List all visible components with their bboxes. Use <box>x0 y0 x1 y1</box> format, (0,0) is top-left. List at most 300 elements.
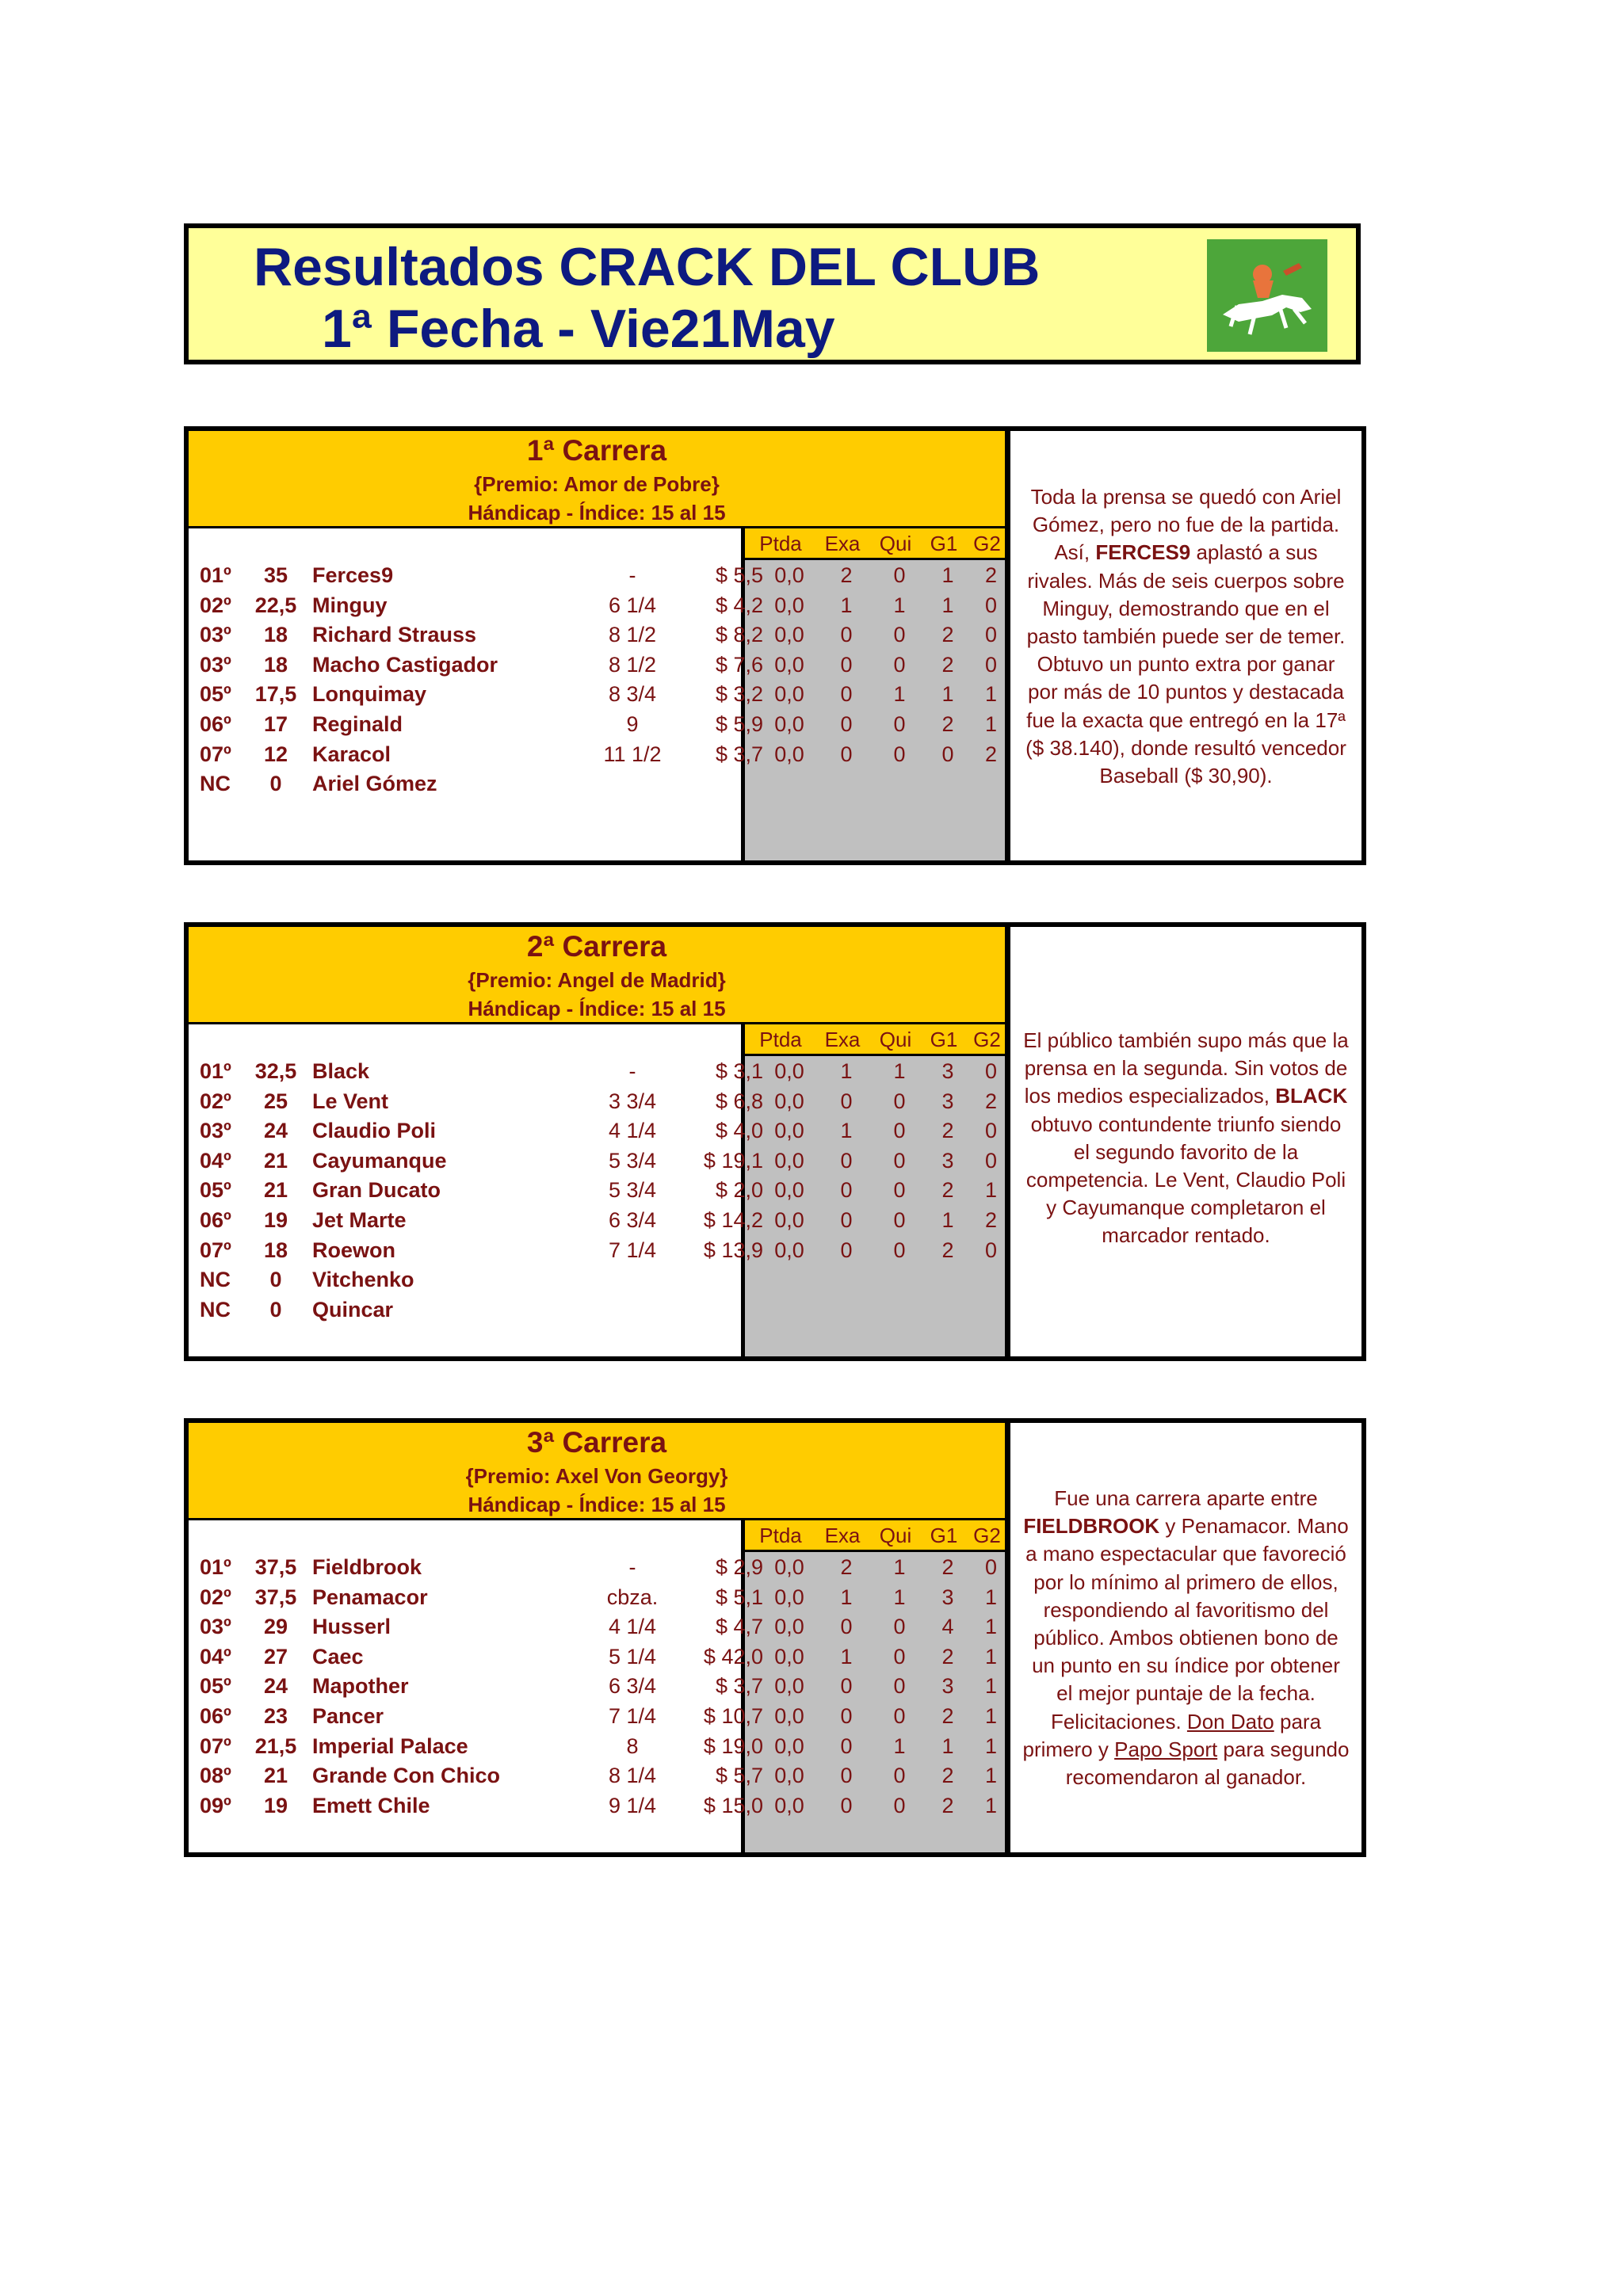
race-header-bar <box>189 1423 1005 1518</box>
comment-line: a mano espectacular que favoreció <box>1025 1542 1346 1566</box>
col-g1: G1 <box>930 1524 958 1547</box>
horse-name: Caec <box>312 1644 364 1669</box>
g1-value: 4 <box>941 1615 954 1639</box>
qui-value: 0 <box>893 1119 906 1143</box>
g1-value: 2 <box>941 652 954 677</box>
exa-value: 0 <box>840 1148 853 1173</box>
exa-value: 1 <box>840 593 853 617</box>
g2-value: 1 <box>984 1674 998 1699</box>
exa-value: 0 <box>840 1674 853 1699</box>
g2-value: 0 <box>984 1059 998 1083</box>
qui-value: 0 <box>893 1208 906 1232</box>
table-row <box>189 1642 1005 1672</box>
comment-line: obtuvo contundente triunfo siendo <box>1030 1112 1342 1136</box>
table-row <box>189 1056 1005 1086</box>
horse-name: Roewon <box>312 1238 395 1262</box>
exa-value: 0 <box>840 623 853 647</box>
rating: 12 <box>263 742 288 766</box>
table-row <box>189 1175 1005 1205</box>
ptda-value: 0,0 <box>774 1674 804 1699</box>
distance: - <box>628 1059 636 1083</box>
exa-value: 0 <box>840 1704 853 1728</box>
table-row <box>189 1552 1005 1582</box>
g2-value: 0 <box>984 1148 998 1173</box>
page-subtitle: 1ª Fecha - Vie21May <box>322 299 835 359</box>
rating: 18 <box>263 652 288 677</box>
position: NC <box>200 772 231 796</box>
qui-value: 1 <box>893 1555 906 1579</box>
table-row <box>189 769 1005 799</box>
position: 04º <box>200 1644 231 1669</box>
ptda-value: 0,0 <box>774 1793 804 1817</box>
exa-value: 0 <box>840 1238 853 1262</box>
tipster-link[interactable]: Don Dato <box>1186 1709 1274 1733</box>
horse-name: Mapother <box>312 1674 409 1699</box>
horse-name: Macho Castigador <box>312 652 498 677</box>
table-row <box>189 1760 1005 1791</box>
race-results-panel <box>184 426 1010 865</box>
horse-name: Pancer <box>312 1704 384 1728</box>
comment-line: marcador rentado. <box>1102 1223 1270 1248</box>
position: 06º <box>200 712 231 736</box>
winner-name: FERCES9 <box>1095 540 1191 565</box>
table-row <box>189 1146 1005 1176</box>
position: 07º <box>200 742 231 766</box>
g2-value: 1 <box>984 1585 998 1609</box>
distance: 6 1/4 <box>608 593 657 617</box>
exa-value: 0 <box>840 1733 853 1758</box>
comment-text: Felicitaciones. <box>1050 1709 1187 1733</box>
rating: 27 <box>263 1644 288 1669</box>
g1-value: 2 <box>941 623 954 647</box>
g1-value: 2 <box>941 712 954 736</box>
rating: 0 <box>269 1268 282 1292</box>
qui-value: 0 <box>893 1704 906 1728</box>
col-exa: Exa <box>824 1524 861 1547</box>
race-comment <box>1014 483 1358 790</box>
race-header-bar <box>189 431 1005 526</box>
qui-value: 1 <box>893 1585 906 1609</box>
position: 05º <box>200 1674 231 1699</box>
horse-name: Claudio Poli <box>312 1119 437 1143</box>
comment-line: prensa en la segunda. Sin votos de <box>1024 1056 1348 1081</box>
g1-value: 2 <box>941 1555 954 1579</box>
ptda-value: 0,0 <box>774 1059 804 1083</box>
g2-value: 1 <box>984 1733 998 1758</box>
position: 08º <box>200 1764 231 1788</box>
col-g2: G2 <box>973 1524 1001 1547</box>
col-g2: G2 <box>973 1028 1001 1051</box>
comment-line: Fue una carrera aparte entre <box>1054 1486 1318 1510</box>
race-title: 3ª Carrera <box>526 1426 667 1459</box>
dividend: $ 42,0 <box>703 1644 763 1669</box>
table-row <box>189 1205 1005 1235</box>
qui-value: 0 <box>893 1793 906 1817</box>
race-section-3 <box>184 1418 1366 1857</box>
g2-value: 1 <box>984 682 998 707</box>
qui-value: 1 <box>893 1059 906 1083</box>
table-row <box>189 1116 1005 1146</box>
dividend: $ 4,7 <box>715 1615 763 1639</box>
rating: 25 <box>263 1089 288 1113</box>
comment-text: los medios especializados, <box>1024 1084 1276 1108</box>
position: 06º <box>200 1704 231 1728</box>
table-row <box>189 1086 1005 1116</box>
comment-line: Toda la prensa se quedó con Ariel <box>1030 485 1342 509</box>
comment-line: Gómez, pero no fue de la partida. <box>1032 513 1340 537</box>
position: 05º <box>200 682 231 707</box>
rating: 24 <box>263 1119 288 1143</box>
distance: 6 3/4 <box>608 1674 657 1699</box>
header-banner <box>184 223 1361 364</box>
dividend: $ 13,9 <box>703 1238 763 1262</box>
table-row <box>189 620 1005 650</box>
distance: 5 1/4 <box>608 1644 657 1669</box>
g1-value: 3 <box>941 1148 954 1173</box>
position: 03º <box>200 623 231 647</box>
rating: 21 <box>263 1148 288 1173</box>
g2-value: 1 <box>984 1615 998 1639</box>
distance: 6 3/4 <box>608 1208 657 1232</box>
exa-value: 0 <box>840 652 853 677</box>
horse-name: Black <box>312 1059 370 1083</box>
comment-line: respondiendo al favoritismo del <box>1043 1597 1329 1622</box>
distance: 8 1/4 <box>608 1764 657 1788</box>
dividend: $ 4,0 <box>715 1119 763 1143</box>
col-exa: Exa <box>824 532 861 555</box>
dividend: $ 5,9 <box>715 712 763 736</box>
distance: 8 <box>626 1733 639 1758</box>
comment-line: público. Ambos obtienen bono de <box>1033 1626 1338 1650</box>
position: 02º <box>200 1585 231 1609</box>
qui-value: 0 <box>893 742 906 766</box>
dividend: $ 3,2 <box>715 682 763 707</box>
position: 06º <box>200 1208 231 1232</box>
distance: - <box>628 1555 636 1579</box>
rating: 37,5 <box>254 1585 297 1609</box>
rating: 35 <box>263 563 288 587</box>
tipster-link[interactable]: Papo Sport <box>1114 1737 1218 1761</box>
position: 03º <box>200 1615 231 1639</box>
table-row <box>189 1235 1005 1265</box>
exa-value: 0 <box>840 1089 853 1113</box>
ptda-value: 0,0 <box>774 1704 804 1728</box>
distance: 7 1/4 <box>608 1238 657 1262</box>
col-ptda: Ptda <box>759 1028 802 1051</box>
col-g1: G1 <box>930 1028 958 1051</box>
race-comment <box>1014 1027 1358 1250</box>
rating: 23 <box>263 1704 288 1728</box>
qui-value: 0 <box>893 563 906 587</box>
ptda-value: 0,0 <box>774 563 804 587</box>
race-comment <box>1014 1485 1358 1791</box>
dividend: $ 5,5 <box>715 563 763 587</box>
dividend: $ 10,7 <box>703 1704 763 1728</box>
exa-value: 0 <box>840 1615 853 1639</box>
exa-value: 1 <box>840 1059 853 1083</box>
distance: 8 1/2 <box>608 652 657 677</box>
ptda-value: 0,0 <box>774 1644 804 1669</box>
winner-name: FIELDBROOK <box>1023 1514 1160 1539</box>
stats-header <box>745 1520 1005 1552</box>
g1-value: 3 <box>941 1059 954 1083</box>
race-title: 1ª Carrera <box>526 434 667 467</box>
distance: 4 1/4 <box>608 1615 657 1639</box>
distance: cbza. <box>606 1585 659 1609</box>
distance: 5 3/4 <box>608 1178 657 1203</box>
comment-line: rivales. Más de seis cuerpos sobre <box>1027 568 1345 593</box>
g1-value: 2 <box>941 1119 954 1143</box>
table-row <box>189 1701 1005 1731</box>
horse-name: Vitchenko <box>312 1268 414 1292</box>
horse-name: Lonquimay <box>312 682 427 707</box>
col-qui: Qui <box>879 1028 912 1051</box>
exa-value: 0 <box>840 682 853 707</box>
distance: 7 1/4 <box>608 1704 657 1728</box>
dividend: $ 5,7 <box>715 1764 763 1788</box>
col-ptda: Ptda <box>759 1524 802 1547</box>
qui-value: 0 <box>893 1148 906 1173</box>
page-title: Resultados CRACK DEL CLUB <box>254 237 1041 297</box>
comment-text: para segundo <box>1217 1737 1350 1761</box>
comment-text: primero y <box>1022 1737 1115 1761</box>
exa-value: 0 <box>840 1178 853 1203</box>
g2-value: 0 <box>984 652 998 677</box>
g1-value: 2 <box>941 1793 954 1817</box>
horse-name: Cayumanque <box>312 1148 447 1173</box>
g1-value: 1 <box>941 593 954 617</box>
rating: 0 <box>269 1297 282 1322</box>
race-handicap: Hándicap - Índice: 15 al 15 <box>468 501 726 524</box>
horse-name: Le Vent <box>312 1089 389 1113</box>
distance: - <box>628 563 636 587</box>
comment-line: fue la exacta que entregó en la 17ª <box>1026 707 1346 732</box>
g1-value: 2 <box>941 1178 954 1203</box>
position: 05º <box>200 1178 231 1203</box>
g2-value: 0 <box>984 593 998 617</box>
g2-value: 0 <box>984 623 998 647</box>
exa-value: 0 <box>840 712 853 736</box>
rating: 0 <box>269 772 282 796</box>
horse-name: Richard Strauss <box>312 623 477 647</box>
exa-value: 2 <box>840 1555 853 1579</box>
col-g1: G1 <box>930 532 958 555</box>
ptda-value: 0,0 <box>774 623 804 647</box>
g2-value: 1 <box>984 1178 998 1203</box>
table-row <box>189 590 1005 620</box>
horse-name: Penamacor <box>312 1585 428 1609</box>
table-row <box>189 650 1005 680</box>
dividend: $ 8,2 <box>715 623 763 647</box>
winner-name: BLACK <box>1275 1084 1348 1108</box>
distance: 5 3/4 <box>608 1148 657 1173</box>
distance: 9 1/4 <box>608 1793 657 1817</box>
rating: 32,5 <box>254 1059 297 1083</box>
comment-line: por más de 10 puntos y destacada <box>1028 680 1344 704</box>
g1-value: 1 <box>941 1208 954 1232</box>
comment-text: aplastó a sus <box>1190 540 1318 565</box>
race-comment-panel <box>1006 922 1366 1361</box>
race-results-panel <box>184 922 1010 1361</box>
distance: 4 1/4 <box>608 1119 657 1143</box>
comment-line <box>1014 1082 1358 1110</box>
qui-value: 1 <box>893 593 906 617</box>
race-results-panel <box>184 1418 1010 1857</box>
position: 03º <box>200 1119 231 1143</box>
rating: 18 <box>263 1238 288 1262</box>
g1-value: 2 <box>941 1238 954 1262</box>
g2-value: 0 <box>984 1119 998 1143</box>
table-row <box>189 1582 1005 1612</box>
col-g2: G2 <box>973 532 1001 555</box>
ptda-value: 0,0 <box>774 1208 804 1232</box>
g1-value: 1 <box>941 563 954 587</box>
table-row <box>189 1295 1005 1325</box>
distance: 9 <box>626 712 639 736</box>
comment-line: El público también supo más que la <box>1023 1028 1349 1052</box>
position: 01º <box>200 1555 231 1579</box>
horse-name: Grande Con Chico <box>312 1764 501 1788</box>
ptda-value: 0,0 <box>774 1585 804 1609</box>
comment-text: y Penamacor. Mano <box>1159 1514 1349 1539</box>
rating: 21 <box>263 1178 288 1203</box>
comment-text: Así, <box>1054 540 1096 565</box>
rating: 17 <box>263 712 288 736</box>
position: 01º <box>200 563 231 587</box>
rating: 37,5 <box>254 1555 297 1579</box>
qui-value: 0 <box>893 652 906 677</box>
dividend: $ 5,1 <box>715 1585 763 1609</box>
g1-value: 3 <box>941 1674 954 1699</box>
horse-name: Reginald <box>312 712 403 736</box>
g2-value: 2 <box>984 1208 998 1232</box>
g1-value: 2 <box>941 1644 954 1669</box>
position: 04º <box>200 1148 231 1173</box>
horse-name: Karacol <box>312 742 391 766</box>
horse-name: Ferces9 <box>312 563 394 587</box>
horse-name: Gran Ducato <box>312 1178 441 1203</box>
horse-name: Jet Marte <box>312 1208 407 1232</box>
g2-value: 1 <box>984 1704 998 1728</box>
comment-line <box>1014 539 1358 566</box>
qui-value: 0 <box>893 1615 906 1639</box>
ptda-value: 0,0 <box>774 1119 804 1143</box>
ptda-value: 0,0 <box>774 682 804 707</box>
distance: 11 1/2 <box>603 742 662 766</box>
table-row <box>189 560 1005 590</box>
rating: 24 <box>263 1674 288 1699</box>
rating: 21,5 <box>254 1733 297 1758</box>
exa-value: 0 <box>840 1764 853 1788</box>
exa-value: 0 <box>840 1208 853 1232</box>
race-header-bar <box>189 927 1005 1022</box>
ptda-value: 0,0 <box>774 593 804 617</box>
position: 09º <box>200 1793 231 1817</box>
ptda-value: 0,0 <box>774 1178 804 1203</box>
rating: 18 <box>263 623 288 647</box>
ptda-value: 0,0 <box>774 652 804 677</box>
position: 02º <box>200 593 231 617</box>
qui-value: 0 <box>893 623 906 647</box>
table-row <box>189 679 1005 709</box>
ptda-value: 0,0 <box>774 1089 804 1113</box>
distance: 3 3/4 <box>608 1089 657 1113</box>
table-row <box>189 1671 1005 1701</box>
race-premio: {Premio: Amor de Pobre} <box>474 472 720 496</box>
comment-line: el segundo favorito de la <box>1073 1139 1299 1164</box>
table-row <box>189 1791 1005 1821</box>
horse-name: Minguy <box>312 593 388 617</box>
g2-value: 0 <box>984 1555 998 1579</box>
ptda-value: 0,0 <box>774 1555 804 1579</box>
ptda-value: 0,0 <box>774 1615 804 1639</box>
rating: 19 <box>263 1208 288 1232</box>
position: NC <box>200 1268 231 1292</box>
comment-line: Obtuvo un punto extra por ganar <box>1037 652 1335 677</box>
table-row <box>189 739 1005 769</box>
comment-line: y Cayumanque completaron el <box>1046 1196 1326 1220</box>
comment-text: para <box>1274 1709 1322 1733</box>
g2-value: 2 <box>984 742 998 766</box>
qui-value: 0 <box>893 1764 906 1788</box>
exa-value: 0 <box>840 1793 853 1817</box>
exa-value: 1 <box>840 1644 853 1669</box>
stats-header <box>745 528 1005 560</box>
rating: 22,5 <box>254 593 297 617</box>
stats-header <box>745 1024 1005 1056</box>
race-premio: {Premio: Axel Von Georgy} <box>465 1464 728 1488</box>
table-row <box>189 1611 1005 1642</box>
table-row <box>189 709 1005 739</box>
exa-value: 1 <box>840 1119 853 1143</box>
comment-line: el mejor puntaje de la fecha. <box>1056 1681 1316 1706</box>
comment-line: competencia. Le Vent, Claudio Poli <box>1025 1168 1346 1192</box>
col-ptda: Ptda <box>759 532 802 555</box>
qui-value: 0 <box>893 1238 906 1262</box>
exa-value: 0 <box>840 742 853 766</box>
comment-line: recomendaron al ganador. <box>1065 1765 1307 1790</box>
table-row <box>189 1731 1005 1761</box>
ptda-value: 0,0 <box>774 1733 804 1758</box>
horse-name: Imperial Palace <box>312 1733 468 1758</box>
race-comment-panel <box>1006 1418 1366 1857</box>
rating: 21 <box>263 1764 288 1788</box>
col-exa: Exa <box>824 1028 861 1051</box>
g2-value: 1 <box>984 1644 998 1669</box>
rating: 17,5 <box>254 682 297 707</box>
ptda-value: 0,0 <box>774 742 804 766</box>
g2-value: 1 <box>984 712 998 736</box>
horse-name: Fieldbrook <box>312 1555 422 1579</box>
distance: 8 3/4 <box>608 682 657 707</box>
dividend: $ 6,8 <box>715 1089 763 1113</box>
ptda-value: 0,0 <box>774 1148 804 1173</box>
col-qui: Qui <box>879 1524 912 1547</box>
position: 02º <box>200 1089 231 1113</box>
qui-value: 0 <box>893 1644 906 1669</box>
position: 01º <box>200 1059 231 1083</box>
rating: 29 <box>263 1615 288 1639</box>
g2-value: 2 <box>984 1089 998 1113</box>
rating: 19 <box>263 1793 288 1817</box>
qui-value: 1 <box>893 682 906 707</box>
g1-value: 0 <box>941 742 954 766</box>
g1-value: 3 <box>941 1089 954 1113</box>
table-row <box>189 1264 1005 1295</box>
dividend: $ 19,1 <box>703 1148 763 1173</box>
exa-value: 2 <box>840 563 853 587</box>
g2-value: 0 <box>984 1238 998 1262</box>
